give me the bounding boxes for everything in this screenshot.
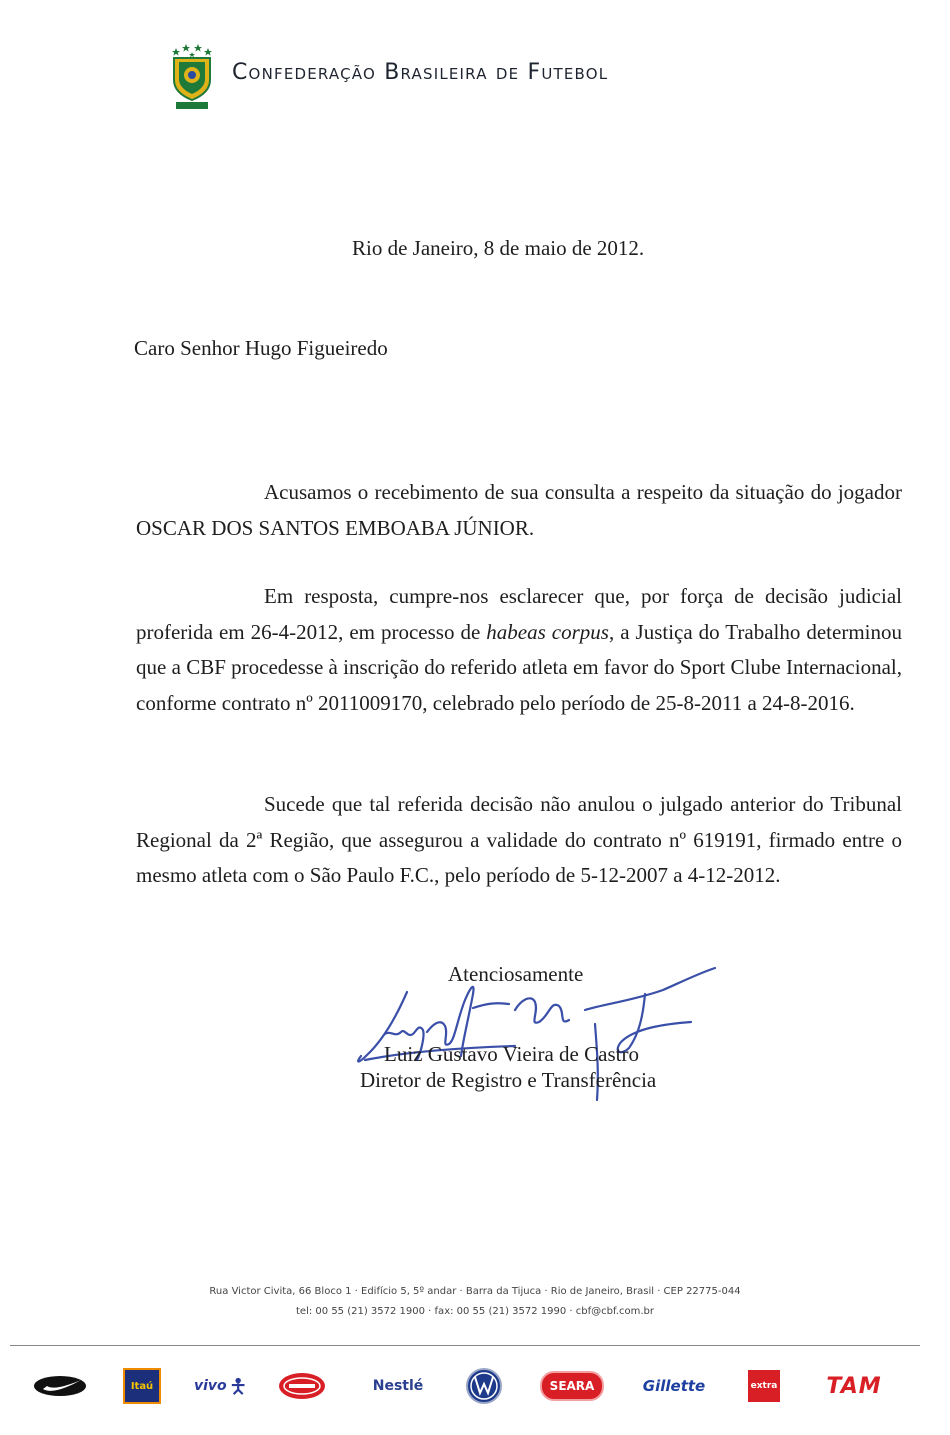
cbf-crest-logo (168, 42, 216, 110)
signer-title: Diretor de Registro e Transferência (360, 1068, 657, 1092)
vivo-logo-text: vivo (194, 1378, 227, 1394)
paragraph-1: Acusamos o recebimento de sua consulta a respeito da situação do jogador OSCAR DOS SANTOS EMBOABA JÚNIOR. (136, 480, 902, 540)
tam-logo (814, 1364, 894, 1408)
paragraph-3: Sucede que tal referida decisão não anulou o julgado anterior do Tribunal Regional da 2ª Região, que assegurou a validade do contrato nº 619191, firmado entre o mesmo atleta com o São Paulo F.C., pelo período de 5-12-2007 a 4-12-2012. (136, 792, 902, 887)
volkswagen-logo (462, 1364, 506, 1408)
tam-logo-text: TAM (826, 1373, 882, 1399)
nike-logo (30, 1364, 90, 1408)
itau-logo (122, 1364, 162, 1408)
footer-address: Rua Victor Civita, 66 Bloco 1 · Edifício 5, 5º andar · Barra da Tijuca · Rio de Janeiro, Brasil · CEP 22775-044 (209, 1286, 741, 1297)
vivo-logo (194, 1364, 246, 1408)
itau-logo-text: Itaú (130, 1380, 154, 1392)
organization-name: Confederação Brasileira de Futebol (232, 60, 609, 85)
gillette-logo (634, 1364, 714, 1408)
guarana-logo (276, 1364, 328, 1408)
date-line: Rio de Janeiro, 8 de maio de 2012. (352, 236, 645, 260)
footer-contacts: tel: 00 55 (21) 3572 1900 · fax: 00 55 (21) 3572 1990 · cbf@cbf.com.br (296, 1306, 654, 1317)
seara-logo-text: SEARA (549, 1379, 595, 1393)
gillette-logo-text: Gillette (642, 1377, 706, 1395)
extra-logo-text: extra (750, 1381, 778, 1391)
footer-divider (10, 1345, 920, 1346)
nestle-logo-text: Nestlé (372, 1378, 424, 1394)
paragraph-2-italic: habeas corpus (486, 619, 609, 644)
signer-name: Luiz Gustavo Vieira de Castro (384, 1042, 639, 1066)
guarana-badge-icon (277, 1371, 327, 1401)
paragraph-2-text-a: Em resposta, cumpre-nos esclarecer que, por força de decisão judicial proferida em 26-4-2012, em processo de (136, 584, 902, 644)
closing: Atenciosamente (448, 962, 584, 986)
salutation: Caro Senhor Hugo Figueiredo (134, 336, 388, 360)
nestle-logo (362, 1364, 434, 1408)
paragraph-2-text-b: , a Justiça do Trabalho determinou que a CBF procedesse à inscrição do referido atleta em favor do Sport Clube Internacional, conforme contrato nº 2011009170, celebrado pelo período de 25-8-2011 a 24-8-2016. (136, 619, 902, 715)
sponsor-logos (22, 1364, 922, 1408)
paragraph-2 (136, 579, 902, 721)
extra-logo (744, 1364, 784, 1408)
nike-swoosh-icon (33, 1374, 87, 1398)
seara-logo (540, 1364, 604, 1408)
vivo-figure-icon (230, 1376, 246, 1396)
vw-emblem-icon (465, 1367, 503, 1405)
